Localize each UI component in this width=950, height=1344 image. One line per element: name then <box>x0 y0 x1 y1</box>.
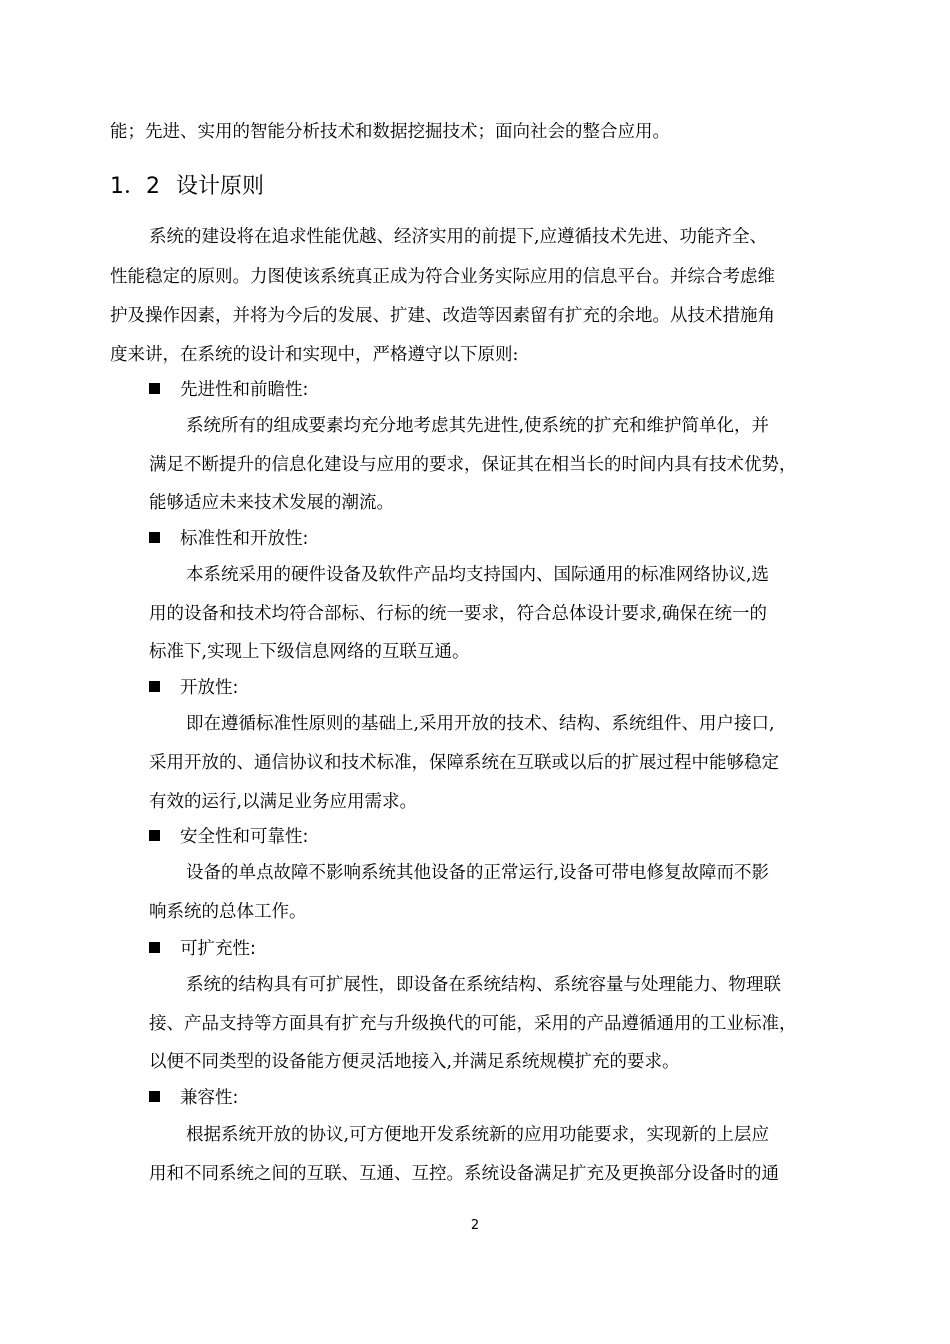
bullet-square-icon <box>149 681 160 692</box>
principle-title: 开放性: <box>180 678 239 698</box>
principle-line: 根据系统开放的协议,可方便地开发系统新的应用功能要求，实现新的上层应 <box>186 1125 770 1145</box>
principle-heading <box>149 676 238 700</box>
overview-line: 度来讲，在系统的设计和实现中，严格遵守以下原则: <box>110 345 519 365</box>
section-title: 设计原则 <box>176 174 265 199</box>
page-number: 2 <box>470 1218 480 1233</box>
section-heading <box>110 172 264 202</box>
principle-line: 能够适应未来技术发展的潮流。 <box>149 493 394 513</box>
principle-line: 有效的运行,以满足业务应用需求。 <box>149 792 418 812</box>
principle-heading <box>149 937 256 961</box>
overview-line: 系统的建设将在追求性能优越、经济实用的前提下,应遵循技术先进、功能齐全、 <box>149 227 768 247</box>
principle-line: 接、产品支持等方面具有扩充与升级换代的可能，采用的产品遵循通用的工业标准， <box>149 1014 797 1034</box>
overview-line: 护及操作因素，并将为今后的发展、扩建、改造等因素留有扩充的余地。从技术措施角 <box>110 306 775 326</box>
bullet-square-icon <box>149 383 160 394</box>
principle-title: 安全性和可靠性: <box>180 827 309 847</box>
principle-line: 设备的单点故障不影响系统其他设备的正常运行,设备可带电修复故障而不影 <box>186 863 770 883</box>
principle-line: 即在遵循标准性原则的基础上,采用开放的技术、结构、系统组件、用户接口, <box>186 714 775 734</box>
principle-line: 系统所有的组成要素均充分地考虑其先进性,使系统的扩充和维护简单化，并 <box>186 416 770 436</box>
principle-title: 可扩充性: <box>180 939 256 959</box>
principle-heading <box>149 378 308 402</box>
principle-line: 用和不同系统之间的互联、互通、互控。系统设备满足扩充及更换部分设备时的通 <box>149 1164 779 1184</box>
principle-line: 系统的结构具有可扩展性，即设备在系统结构、系统容量与处理能力、物理联 <box>186 975 781 995</box>
principle-line: 响系统的总体工作。 <box>149 902 307 922</box>
overview-line: 性能稳定的原则。力图使该系统真正成为符合业务实际应用的信息平台。并综合考虑维 <box>110 267 775 287</box>
principle-line: 用的设备和技术均符合部标、行标的统一要求，符合总体设计要求,确保在统一的 <box>149 604 768 624</box>
principle-heading <box>149 1086 238 1110</box>
principle-line: 以便不同类型的设备能方便灵活地接入,并满足系统规模扩充的要求。 <box>149 1052 680 1072</box>
principle-heading <box>149 527 308 551</box>
bullet-square-icon <box>149 532 160 543</box>
principle-heading <box>149 825 308 849</box>
principle-line: 本系统采用的硬件设备及软件产品均支持国内、国际通用的标准网络协议,选 <box>186 565 770 585</box>
intro-line: 能；先进、实用的智能分析技术和数据挖掘技术；面向社会的整合应用。 <box>110 122 670 142</box>
principle-line: 采用开放的、通信协议和技术标准，保障系统在互联或以后的扩展过程中能够稳定 <box>149 753 779 773</box>
principle-line: 满足不断提升的信息化建设与应用的要求，保证其在相当长的时间内具有技术优势， <box>149 455 797 475</box>
bullet-square-icon <box>149 1091 160 1102</box>
principle-line: 标准下,实现上下级信息网络的互联互通。 <box>149 642 470 662</box>
principle-title: 先进性和前瞻性: <box>180 380 309 400</box>
section-number: 1．2 <box>110 174 160 199</box>
principle-title: 标准性和开放性: <box>180 529 309 549</box>
bullet-square-icon <box>149 830 160 841</box>
bullet-square-icon <box>149 942 160 953</box>
principle-title: 兼容性: <box>180 1088 239 1108</box>
